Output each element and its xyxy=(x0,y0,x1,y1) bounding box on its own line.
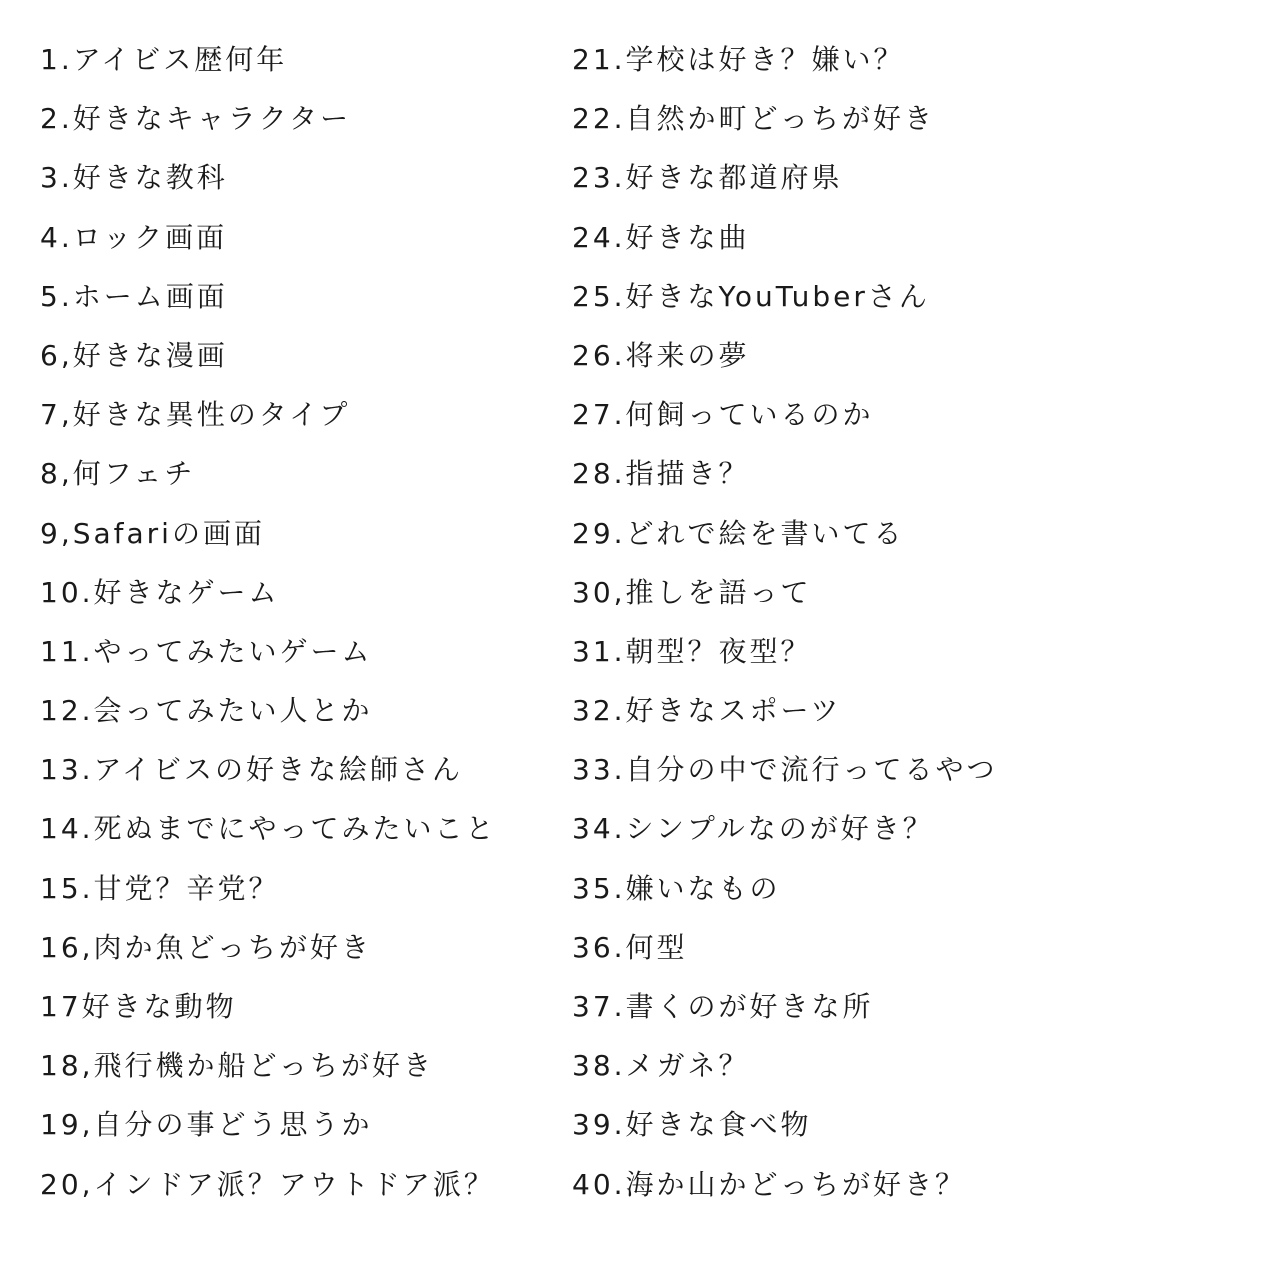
question-item: 35.嫌いなもの xyxy=(572,871,781,905)
question-item: 11.やってみたいゲーム xyxy=(40,634,373,668)
question-item: 19,自分の事どう思うか xyxy=(40,1108,373,1142)
question-item: 30,推しを語って xyxy=(572,575,812,609)
question-item: 15.甘党？辛党？ xyxy=(40,871,280,905)
question-item: 29.どれで絵を書いてる xyxy=(572,516,905,550)
question-item: 10.好きなゲーム xyxy=(40,575,280,609)
question-item: 33.自分の中で流行ってるやつ xyxy=(572,753,998,787)
question-item: 24.好きな曲 xyxy=(572,220,750,254)
question-item: 27.何飼っているのか xyxy=(572,398,874,432)
question-item: 40.海か山かどっちが好き？ xyxy=(572,1167,966,1201)
question-item: 12.会ってみたい人とか xyxy=(40,694,373,728)
question-item: 22.自然か町どっちが好き xyxy=(572,102,935,136)
question-item: 25.好きなYouTuberさん xyxy=(572,279,930,313)
question-item: 34.シンプルなのが好き？ xyxy=(572,812,934,846)
question-item: 7,好きな異性のタイプ xyxy=(40,398,351,432)
question-item: 17好きな動物 xyxy=(40,990,237,1023)
question-item: 28.指描き？ xyxy=(572,457,750,491)
question-item: 37.書くのが好きな所 xyxy=(572,990,874,1023)
question-item: 39.好きな食べ物 xyxy=(572,1108,812,1142)
question-item: 1.アイビス歴何年 xyxy=(40,43,288,76)
question-item: 16,肉か魚どっちが好き xyxy=(40,930,372,964)
question-item: 9,Safariの画面 xyxy=(40,516,265,550)
question-item: 36.何型 xyxy=(572,930,688,964)
question-item: 20,インドア派？アウトドア派？ xyxy=(40,1167,495,1201)
question-item: 6,好きな漫画 xyxy=(40,338,228,372)
question-item: 14.死ぬまでにやってみたいこと xyxy=(40,812,497,846)
question-item: 21.学校は好き？嫌い？ xyxy=(572,43,905,76)
question-item: 4.ロック画面 xyxy=(40,220,228,254)
question-item: 26.将来の夢 xyxy=(572,338,750,372)
question-item: 23.好きな都道府県 xyxy=(572,161,843,195)
question-list-right xyxy=(572,30,1252,1214)
question-item: 5.ホーム画面 xyxy=(40,279,228,313)
question-item: 13.アイビスの好きな絵師さん xyxy=(40,753,464,787)
question-list-left xyxy=(40,30,560,1214)
question-item: 31.朝型？夜型？ xyxy=(572,634,812,668)
question-item: 32.好きなスポーツ xyxy=(572,694,842,728)
question-item: 18,飛行機か船どっちが好き xyxy=(40,1049,434,1083)
question-item: 3.好きな教科 xyxy=(40,161,228,195)
question-item: 38.メガネ？ xyxy=(572,1049,750,1083)
question-item: 8,何フェチ xyxy=(40,457,196,491)
question-item: 2.好きなキャラクター xyxy=(40,102,352,136)
